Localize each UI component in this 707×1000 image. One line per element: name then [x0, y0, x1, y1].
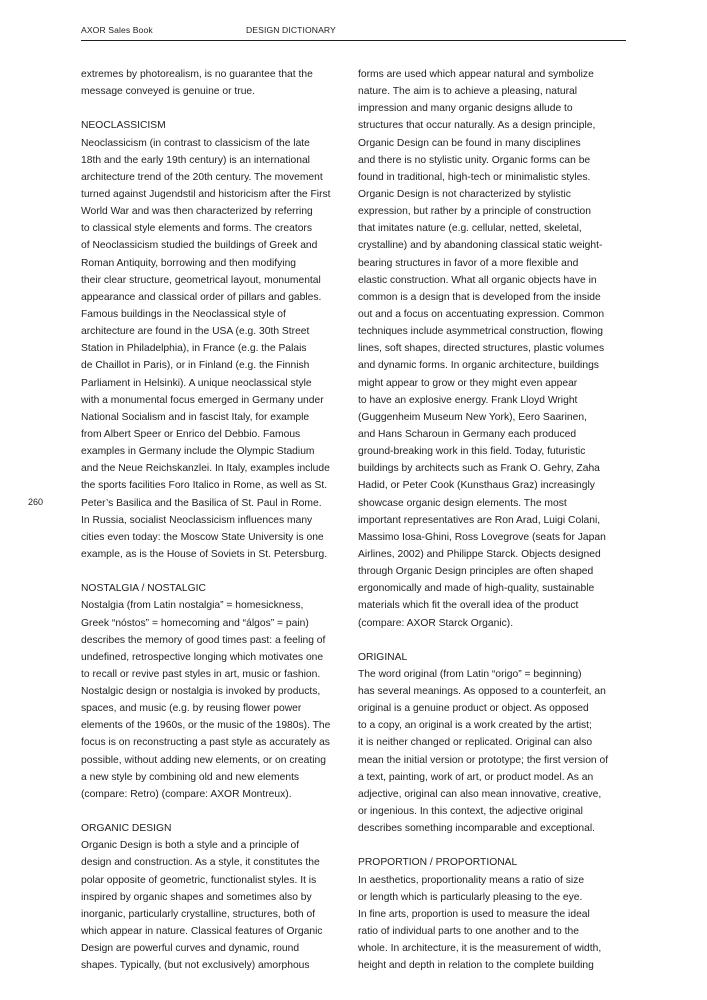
text-line: describes something incomparable and exceptional. — [358, 823, 595, 835]
text-line: lines, soft shapes, directed structures, plastic volumes — [358, 343, 605, 355]
text-line: it is neither changed or replicated. Original can also — [358, 737, 593, 749]
header-rule — [81, 40, 626, 41]
text-line: design and construction. As a style, it constitutes the — [81, 857, 320, 869]
text-line: Neoclassicism (in contrast to classicism of the late — [81, 137, 310, 149]
text-line: that imitates nature (e.g. cellular, netted, skeletal, — [358, 223, 582, 235]
text-line: Famous buildings in the Neoclassical style of — [81, 308, 286, 320]
text-line: ORIGINAL — [358, 651, 408, 663]
text-line: ORGANIC DESIGN — [81, 823, 172, 835]
text-line: architecture trend of the 20th century. The movement — [81, 171, 323, 183]
text-line: In fine arts, proportion is used to measure the ideal — [358, 908, 590, 920]
text-line: Organic Design is both a style and a principle of — [81, 840, 300, 852]
text-line: or length which is particularly pleasing to the eye. — [358, 891, 583, 903]
text-line: nature. The aim is to achieve a pleasing, natural — [358, 86, 578, 98]
text-line: 18th and the early 19th century) is an international — [81, 154, 310, 166]
paragraph-spacer — [81, 100, 351, 117]
text-line: forms are used which appear natural and symbolize — [358, 69, 594, 80]
text-line: turned against Jugendstil and historicism after the First — [81, 188, 331, 200]
text-line: common is a design that is developed from the inside — [358, 291, 601, 303]
text-line: might appear to grow or they might even appear — [358, 377, 578, 389]
text-line: examples in Germany include the Olympic Stadium — [81, 446, 315, 458]
text-line: message conveyed is genuine or true. — [81, 86, 256, 98]
text-line: and the Neue Reichskanzlei. In Italy, examples include — [81, 463, 330, 475]
text-line: example, as is the House of Soviets in St. Petersburg. — [81, 548, 328, 560]
text-line: Peter’s Basilica and the Basilica of St. Paul in Rome. — [81, 497, 322, 509]
text-line: techniques include asymmetrical construction, flowing — [358, 326, 603, 338]
text-line: inorganic, particularly crystalline, structures, both of — [81, 908, 316, 920]
text-line: the sports facilities Foro Italico in Rome, as well as St. — [81, 480, 328, 492]
text-line: and Hans Scharoun in Germany each produced — [358, 428, 577, 440]
text-line: height and depth in relation to the complete building — [358, 960, 594, 972]
text-line: de Chaillot in Paris), or in Finland (e.g. the Finnish — [81, 360, 310, 372]
text-line: Greek “nóstos” = homecoming and “álgos” = pain) — [81, 617, 309, 629]
text-line: with a monumental focus emerged in Germany under — [81, 394, 324, 406]
text-line: cities even today: the Moscow State University is one — [81, 531, 324, 543]
text-line: Hadid, or Peter Cook (Kunsthaus Graz) increasingly — [358, 480, 595, 492]
text-line: shapes. Typically, (but not exclusively) amorphous — [81, 960, 310, 972]
text-line: out and a focus on accentuating expression. Common — [358, 308, 605, 320]
text-line: or ingenious. In this context, the adjective original — [358, 806, 583, 818]
text-line: (Guggenheim Museum New York), Eero Saarinen, — [358, 411, 587, 423]
text-line: NEOCLASSICISM — [81, 120, 166, 132]
text-line: Airlines, 2002) and Philippe Starck. Objects designed — [358, 548, 601, 560]
text-line: which appear in nature. Classical features of Organic — [81, 926, 323, 938]
page-number: 260 — [28, 497, 44, 507]
text-line: In aesthetics, proportionality means a ratio of size — [358, 874, 585, 886]
text-line: National Socialism and in fascist Italy, for example — [81, 411, 310, 423]
text-line: Nostalgia (from Latin nostalgia” = homesickness, — [81, 600, 304, 612]
text-line: Nostalgic design or nostalgia is invoked by products, — [81, 686, 321, 698]
running-header-section: DESIGN DICTIONARY — [246, 25, 336, 35]
text-line: Design are powerful curves and dynamic, round — [81, 943, 300, 955]
paragraph-spacer — [358, 837, 628, 854]
text-line: to have an explosive energy. Frank Lloyd Wright — [358, 394, 578, 406]
text-line: impression and many organic designs allude to — [358, 103, 573, 115]
text-line: their clear structure, geometrical layout, monumental — [81, 274, 321, 286]
text-line: The word original (from Latin “origo” = beginning) — [358, 668, 582, 680]
paragraph-spacer — [358, 632, 628, 649]
text-line: ergonomically and made of high-quality, sustainable — [358, 583, 595, 595]
text-line: Roman Antiquity, borrowing and then modifying — [81, 257, 297, 269]
text-line: spaces, and music (e.g. by reusing flower power — [81, 703, 302, 715]
right-text-column — [358, 66, 628, 974]
text-line: Massimo Iosa-Ghini, Ross Lovegrove (seats for Japan — [358, 531, 606, 543]
text-line: a text, painting, work of art, or product model. As an — [358, 771, 594, 783]
text-line: describes the memory of good times past: a feeling of — [81, 634, 326, 646]
text-line: of Neoclassicism studied the buildings of Greek and — [81, 240, 318, 252]
text-line: polar opposite of geometric, functionalist styles. It is — [81, 874, 317, 886]
text-line: ratio of individual parts to one another and to the — [358, 926, 579, 938]
text-line: structures that occur naturally. As a design principle, — [358, 120, 596, 132]
text-line: expression, but rather by a principle of construction — [358, 206, 591, 218]
running-header-publication: AXOR Sales Book — [81, 25, 153, 35]
text-line: adjective, original can also mean innovative, creative, — [358, 788, 602, 800]
text-line: has several meanings. As opposed to a counterfeit, an — [358, 686, 606, 698]
text-line: through Organic Design principles are often shaped — [358, 566, 594, 578]
text-line: to classical style elements and forms. The creators — [81, 223, 313, 235]
text-line: World War and was then characterized by referring — [81, 206, 313, 218]
text-line: bearing structures in favor of a more flexible and — [358, 257, 579, 269]
text-line: Organic Design can be found in many disciplines — [358, 137, 581, 149]
text-line: elements of the 1960s, or the music of the 1980s). The — [81, 720, 331, 732]
text-line: and dynamic forms. In organic architecture, buildings — [358, 360, 599, 372]
text-line: NOSTALGIA / NOSTALGIC — [81, 583, 206, 595]
text-line: undefined, retrospective longing which motivates one — [81, 651, 324, 663]
text-line: inspired by organic shapes and sometimes also by — [81, 891, 312, 903]
text-line: mean the initial version or prototype; the first version of — [358, 754, 609, 766]
text-line: (compare: Retro) (compare: AXOR Montreux). — [81, 788, 292, 800]
text-line: Station in Philadelphia), in France (e.g. the Palais — [81, 343, 307, 355]
text-line: crystalline) and by abandoning classical static weight- — [358, 240, 603, 252]
text-line: found in traditional, high-tech or minimalistic styles. — [358, 171, 591, 183]
text-line: possible, without adding new elements, or on creating — [81, 754, 326, 766]
text-line: architecture are found in the USA (e.g. 30th Street — [81, 326, 310, 338]
text-line: Parliament in Helsinki). A unique neoclassical style — [81, 377, 312, 389]
text-line: and there is no stylistic unity. Organic forms can be — [358, 154, 591, 166]
text-line: to recall or revive past styles in art, music or fashion. — [81, 668, 321, 680]
text-line: whole. In architecture, it is the measurement of width, — [358, 943, 602, 955]
text-line: PROPORTION / PROPORTIONAL — [358, 857, 518, 869]
text-line: to a copy, an original is a work created by the artist; — [358, 720, 592, 732]
text-line: showcase organic design elements. The most — [358, 497, 567, 509]
text-line: original is a genuine product or object. As opposed — [358, 703, 589, 715]
text-line: buildings by architects such as Frank O. Gehry, Zaha — [358, 463, 600, 475]
text-line: extremes by photorealism, is no guarantee that the — [81, 69, 313, 80]
text-line: focus is on reconstructing a past style as accurately as — [81, 737, 330, 749]
text-line: a new style by combining old and new elements — [81, 771, 300, 783]
text-line: from Albert Speer or Enrico del Debbio. Famous — [81, 428, 301, 440]
text-line: appearance and classical order of pillars and gables. — [81, 291, 322, 303]
paragraph-spacer — [81, 803, 351, 820]
text-line: important representatives are Ron Arad, Luigi Colani, — [358, 514, 601, 526]
text-line: ground-breaking work in this field. Today, futuristic — [358, 446, 586, 458]
text-line: In Russia, socialist Neoclassicism influences many — [81, 514, 313, 526]
left-text-column — [81, 66, 351, 974]
text-line: Organic Design is not characterized by stylistic — [358, 188, 571, 200]
text-line: (compare: AXOR Starck Organic). — [358, 617, 514, 629]
text-line: materials which fit the overall idea of the product — [358, 600, 579, 612]
paragraph-spacer — [81, 563, 351, 580]
text-line: elastic construction. What all organic objects have in — [358, 274, 597, 286]
